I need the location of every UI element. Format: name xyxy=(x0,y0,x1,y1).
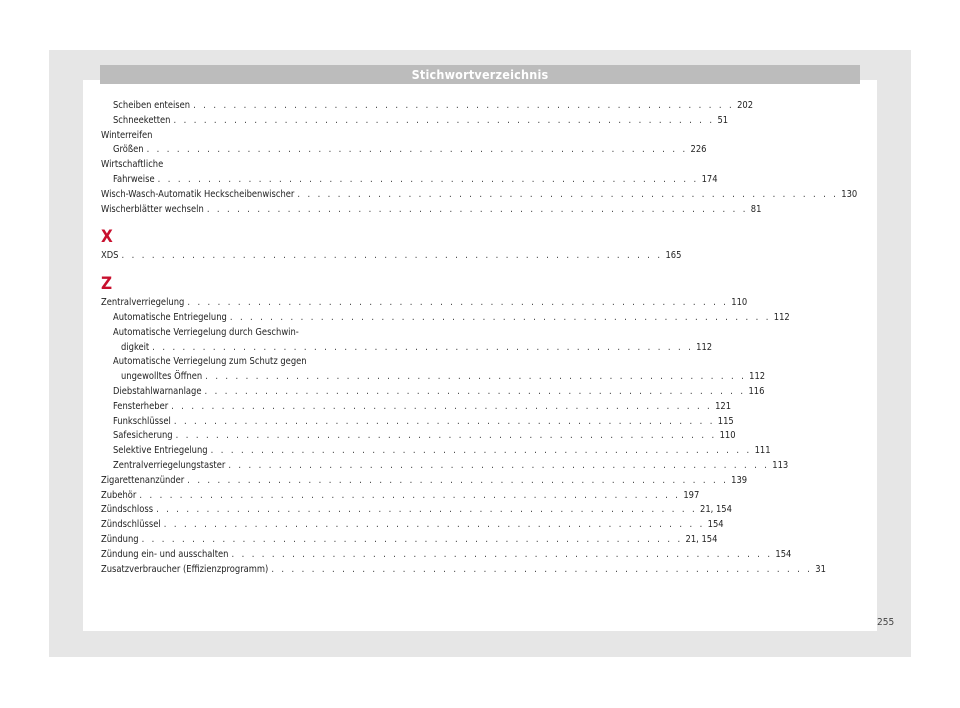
entry-page-ref[interactable]: 111 xyxy=(754,445,771,457)
index-entry xyxy=(101,129,343,144)
entry-text: Zentralverriegelungstaster xyxy=(113,459,226,471)
index-subentry xyxy=(101,459,789,474)
section-header xyxy=(100,65,860,84)
leader-dots: . . . . . . . . . . . . . . . . . . . . . . . . . . . . . . . . . . . . . . . . . . . . . . . . . . . . . . xyxy=(297,188,839,200)
leader-dots: . . . . . . . . . . . . . . . . . . . . . . . . . . . . . . . . . . . . . . . . . . . . . . . . . . . . . . xyxy=(173,114,715,126)
entry-page-ref[interactable]: 154 xyxy=(775,548,792,560)
page-number: 255 xyxy=(877,617,895,628)
index-subentry xyxy=(101,114,729,129)
index-entry xyxy=(101,203,762,218)
entry-text: Zündschloss xyxy=(101,504,154,516)
entry-text: Schneeketten xyxy=(113,114,171,126)
entry-page-ref[interactable]: 21, 154 xyxy=(700,504,732,516)
leader-dots: . . . . . . . . . . . . . . . . . . . . . . . . . . . . . . . . . . . . . . . . . . . . . . . . . . . . . . xyxy=(156,504,698,516)
entry-text: Zündung xyxy=(101,533,139,545)
entry-text: Scheiben enteisen xyxy=(113,100,191,111)
entry-page-ref[interactable]: 112 xyxy=(696,341,713,353)
entry-page-ref[interactable]: 121 xyxy=(715,400,732,412)
entry-text: Automatische Entriegelung xyxy=(113,311,227,323)
index-entry xyxy=(101,489,700,504)
entry-page-ref[interactable]: 130 xyxy=(841,188,858,200)
leader-dots: . . . . . . . . . . . . . . . . . . . . . . . . . . . . . . . . . . . . . . . . . . . . . . . . . . . . . . xyxy=(187,474,729,486)
entry-text: Zubehör xyxy=(101,489,137,501)
leader-dots: . . . . . . . . . . . . . . . . . . . . . . . . . . . . . . . . . . . . . . . . . . . . . . . . . . . . . . xyxy=(139,489,681,501)
entry-text: Funkschlüssel xyxy=(113,415,171,427)
index-subentry xyxy=(101,444,771,459)
entry-page-ref[interactable]: 112 xyxy=(749,371,766,383)
entry-text: Wisch-Wasch-Automatik Heckscheibenwischer xyxy=(101,188,295,200)
index-subentry xyxy=(101,326,343,341)
entry-text: digkeit xyxy=(121,341,150,353)
entry-text: Zigarettenanzünder xyxy=(101,474,185,486)
entry-text: XDS xyxy=(101,250,119,262)
leader-dots: . . . . . . . . . . . . . . . . . . . . . . . . . . . . . . . . . . . . . . . . . . . . . . . . . . . . . . xyxy=(163,519,705,531)
index-entry xyxy=(101,188,858,203)
index-subentry xyxy=(101,311,790,326)
entry-text: Zusatzverbraucher (Effizienzprogramm) xyxy=(101,563,269,575)
leader-dots: . . . . . . . . . . . . . . . . . . . . . . . . . . . . . . . . . . . . . . . . . . . . . . . . . . . . . . xyxy=(146,144,688,156)
entry-text: ungewolltes Öffnen xyxy=(121,371,203,383)
index-subentry xyxy=(101,400,732,415)
entry-page-ref[interactable]: 110 xyxy=(731,297,748,309)
index-subentry xyxy=(101,370,766,385)
entry-text: Zündung ein- und ausschalten xyxy=(101,548,229,560)
index-subentry xyxy=(101,429,736,444)
leader-dots: . . . . . . . . . . . . . . . . . . . . . . . . . . . . . . . . . . . . . . . . . . . . . . . . . . . . . . xyxy=(187,297,729,309)
leader-dots: . . . . . . . . . . . . . . . . . . . . . . . . . . . . . . . . . . . . . . . . . . . . . . . . . . . . . . xyxy=(121,250,663,262)
index-subentry xyxy=(101,173,718,188)
entry-text: Zündschlüssel xyxy=(101,519,161,531)
leader-dots: . . . . . . . . . . . . . . . . . . . . . . . . . . . . . . . . . . . . . . . . . . . . . . . . . . . . . . xyxy=(152,341,694,353)
entry-text: Fahrweise xyxy=(113,173,155,185)
index-entry xyxy=(101,503,732,518)
entry-text: Winterreifen xyxy=(101,129,153,141)
entry-page-ref[interactable]: 174 xyxy=(701,173,718,185)
entry-text: Selektive Entriegelung xyxy=(113,445,208,457)
index-entry xyxy=(101,518,724,533)
index-list xyxy=(101,99,858,577)
leader-dots: . . . . . . . . . . . . . . . . . . . . . . . . . . . . . . . . . . . . . . . . . . . . . . . . . . . . . . xyxy=(228,459,770,471)
entry-text: Safesicherung xyxy=(113,430,173,442)
entry-page-ref[interactable]: 165 xyxy=(665,250,682,262)
entry-page-ref[interactable]: 116 xyxy=(748,385,765,397)
index-entry xyxy=(101,548,792,563)
index-entry xyxy=(101,474,748,489)
index-entry xyxy=(101,249,682,264)
entry-page-ref[interactable]: 197 xyxy=(683,489,700,501)
entry-text: Größen xyxy=(113,144,144,156)
entry-text: Diebstahlwarnanlage xyxy=(113,385,202,397)
index-entry xyxy=(101,563,826,578)
entry-page-ref[interactable]: 81 xyxy=(750,203,762,215)
leader-dots: . . . . . . . . . . . . . . . . . . . . . . . . . . . . . . . . . . . . . . . . . . . . . . . . . . . . . . xyxy=(141,533,683,545)
leader-dots: . . . . . . . . . . . . . . . . . . . . . . . . . . . . . . . . . . . . . . . . . . . . . . . . . . . . . . xyxy=(231,548,773,560)
leader-dots: . . . . . . . . . . . . . . . . . . . . . . . . . . . . . . . . . . . . . . . . . . . . . . . . . . . . . . xyxy=(210,445,752,457)
entry-page-ref[interactable]: 202 xyxy=(737,100,754,111)
index-subentry xyxy=(101,341,713,356)
section-title: Stichwortverzeichnis xyxy=(411,67,549,82)
entry-text: Wischerblätter wechseln xyxy=(101,203,204,215)
entry-page-ref[interactable]: 139 xyxy=(731,474,748,486)
entry-page-ref[interactable]: 31 xyxy=(815,563,826,575)
index-entry xyxy=(101,296,748,311)
leader-dots: . . . . . . . . . . . . . . . . . . . . . . . . . . . . . . . . . . . . . . . . . . . . . . . . . . . . . . xyxy=(271,563,813,575)
leader-dots: . . . . . . . . . . . . . . . . . . . . . . . . . . . . . . . . . . . . . . . . . . . . . . . . . . . . . . xyxy=(157,173,699,185)
entry-page-ref[interactable]: 110 xyxy=(719,430,736,442)
leader-dots: . . . . . . . . . . . . . . . . . . . . . . . . . . . . . . . . . . . . . . . . . . . . . . . . . . . . . . xyxy=(229,311,771,323)
entry-text: Wirtschaftliche xyxy=(101,159,164,171)
entry-text: Automatische Verriegelung zum Schutz gegen xyxy=(113,356,307,368)
entry-page-ref[interactable]: 226 xyxy=(690,144,707,156)
leader-dots: . . . . . . . . . . . . . . . . . . . . . . . . . . . . . . . . . . . . . . . . . . . . . . . . . . . . . . xyxy=(175,430,717,442)
entry-page-ref[interactable]: 21, 154 xyxy=(685,533,718,545)
entry-text: Zentralverriegelung xyxy=(101,297,185,309)
index-subentry xyxy=(101,143,707,158)
entry-page-ref[interactable]: 154 xyxy=(707,519,724,531)
leader-dots: . . . . . . . . . . . . . . . . . . . . . . . . . . . . . . . . . . . . . . . . . . . . . . . . . . . . . . xyxy=(204,385,746,397)
entry-page-ref[interactable]: 113 xyxy=(772,459,789,471)
index-letter-heading: X xyxy=(101,227,113,248)
entry-page-ref[interactable]: 112 xyxy=(773,311,790,323)
index-letter-heading: Z xyxy=(101,274,113,295)
leader-dots: . . . . . . . . . . . . . . . . . . . . . . . . . . . . . . . . . . . . . . . . . . . . . . . . . . . . . . xyxy=(193,100,735,111)
index-subentry xyxy=(101,385,765,400)
index-subentry xyxy=(101,415,734,430)
index-entry xyxy=(101,533,718,548)
entry-text: Automatische Verriegelung durch Geschwin- xyxy=(113,326,299,338)
index-subentry xyxy=(101,99,754,114)
leader-dots: . . . . . . . . . . . . . . . . . . . . . . . . . . . . . . . . . . . . . . . . . . . . . . . . . . . . . . xyxy=(205,371,747,383)
leader-dots: . . . . . . . . . . . . . . . . . . . . . . . . . . . . . . . . . . . . . . . . . . . . . . . . . . . . . . xyxy=(173,415,715,427)
index-subentry xyxy=(101,355,343,370)
entry-page-ref[interactable]: 51 xyxy=(717,114,729,126)
entry-text: Fensterheber xyxy=(113,400,169,412)
index-entry xyxy=(101,158,343,173)
leader-dots: . . . . . . . . . . . . . . . . . . . . . . . . . . . . . . . . . . . . . . . . . . . . . . . . . . . . . . xyxy=(171,400,713,412)
entry-page-ref[interactable]: 115 xyxy=(717,415,734,427)
leader-dots: . . . . . . . . . . . . . . . . . . . . . . . . . . . . . . . . . . . . . . . . . . . . . . . . . . . . . . xyxy=(206,203,748,215)
